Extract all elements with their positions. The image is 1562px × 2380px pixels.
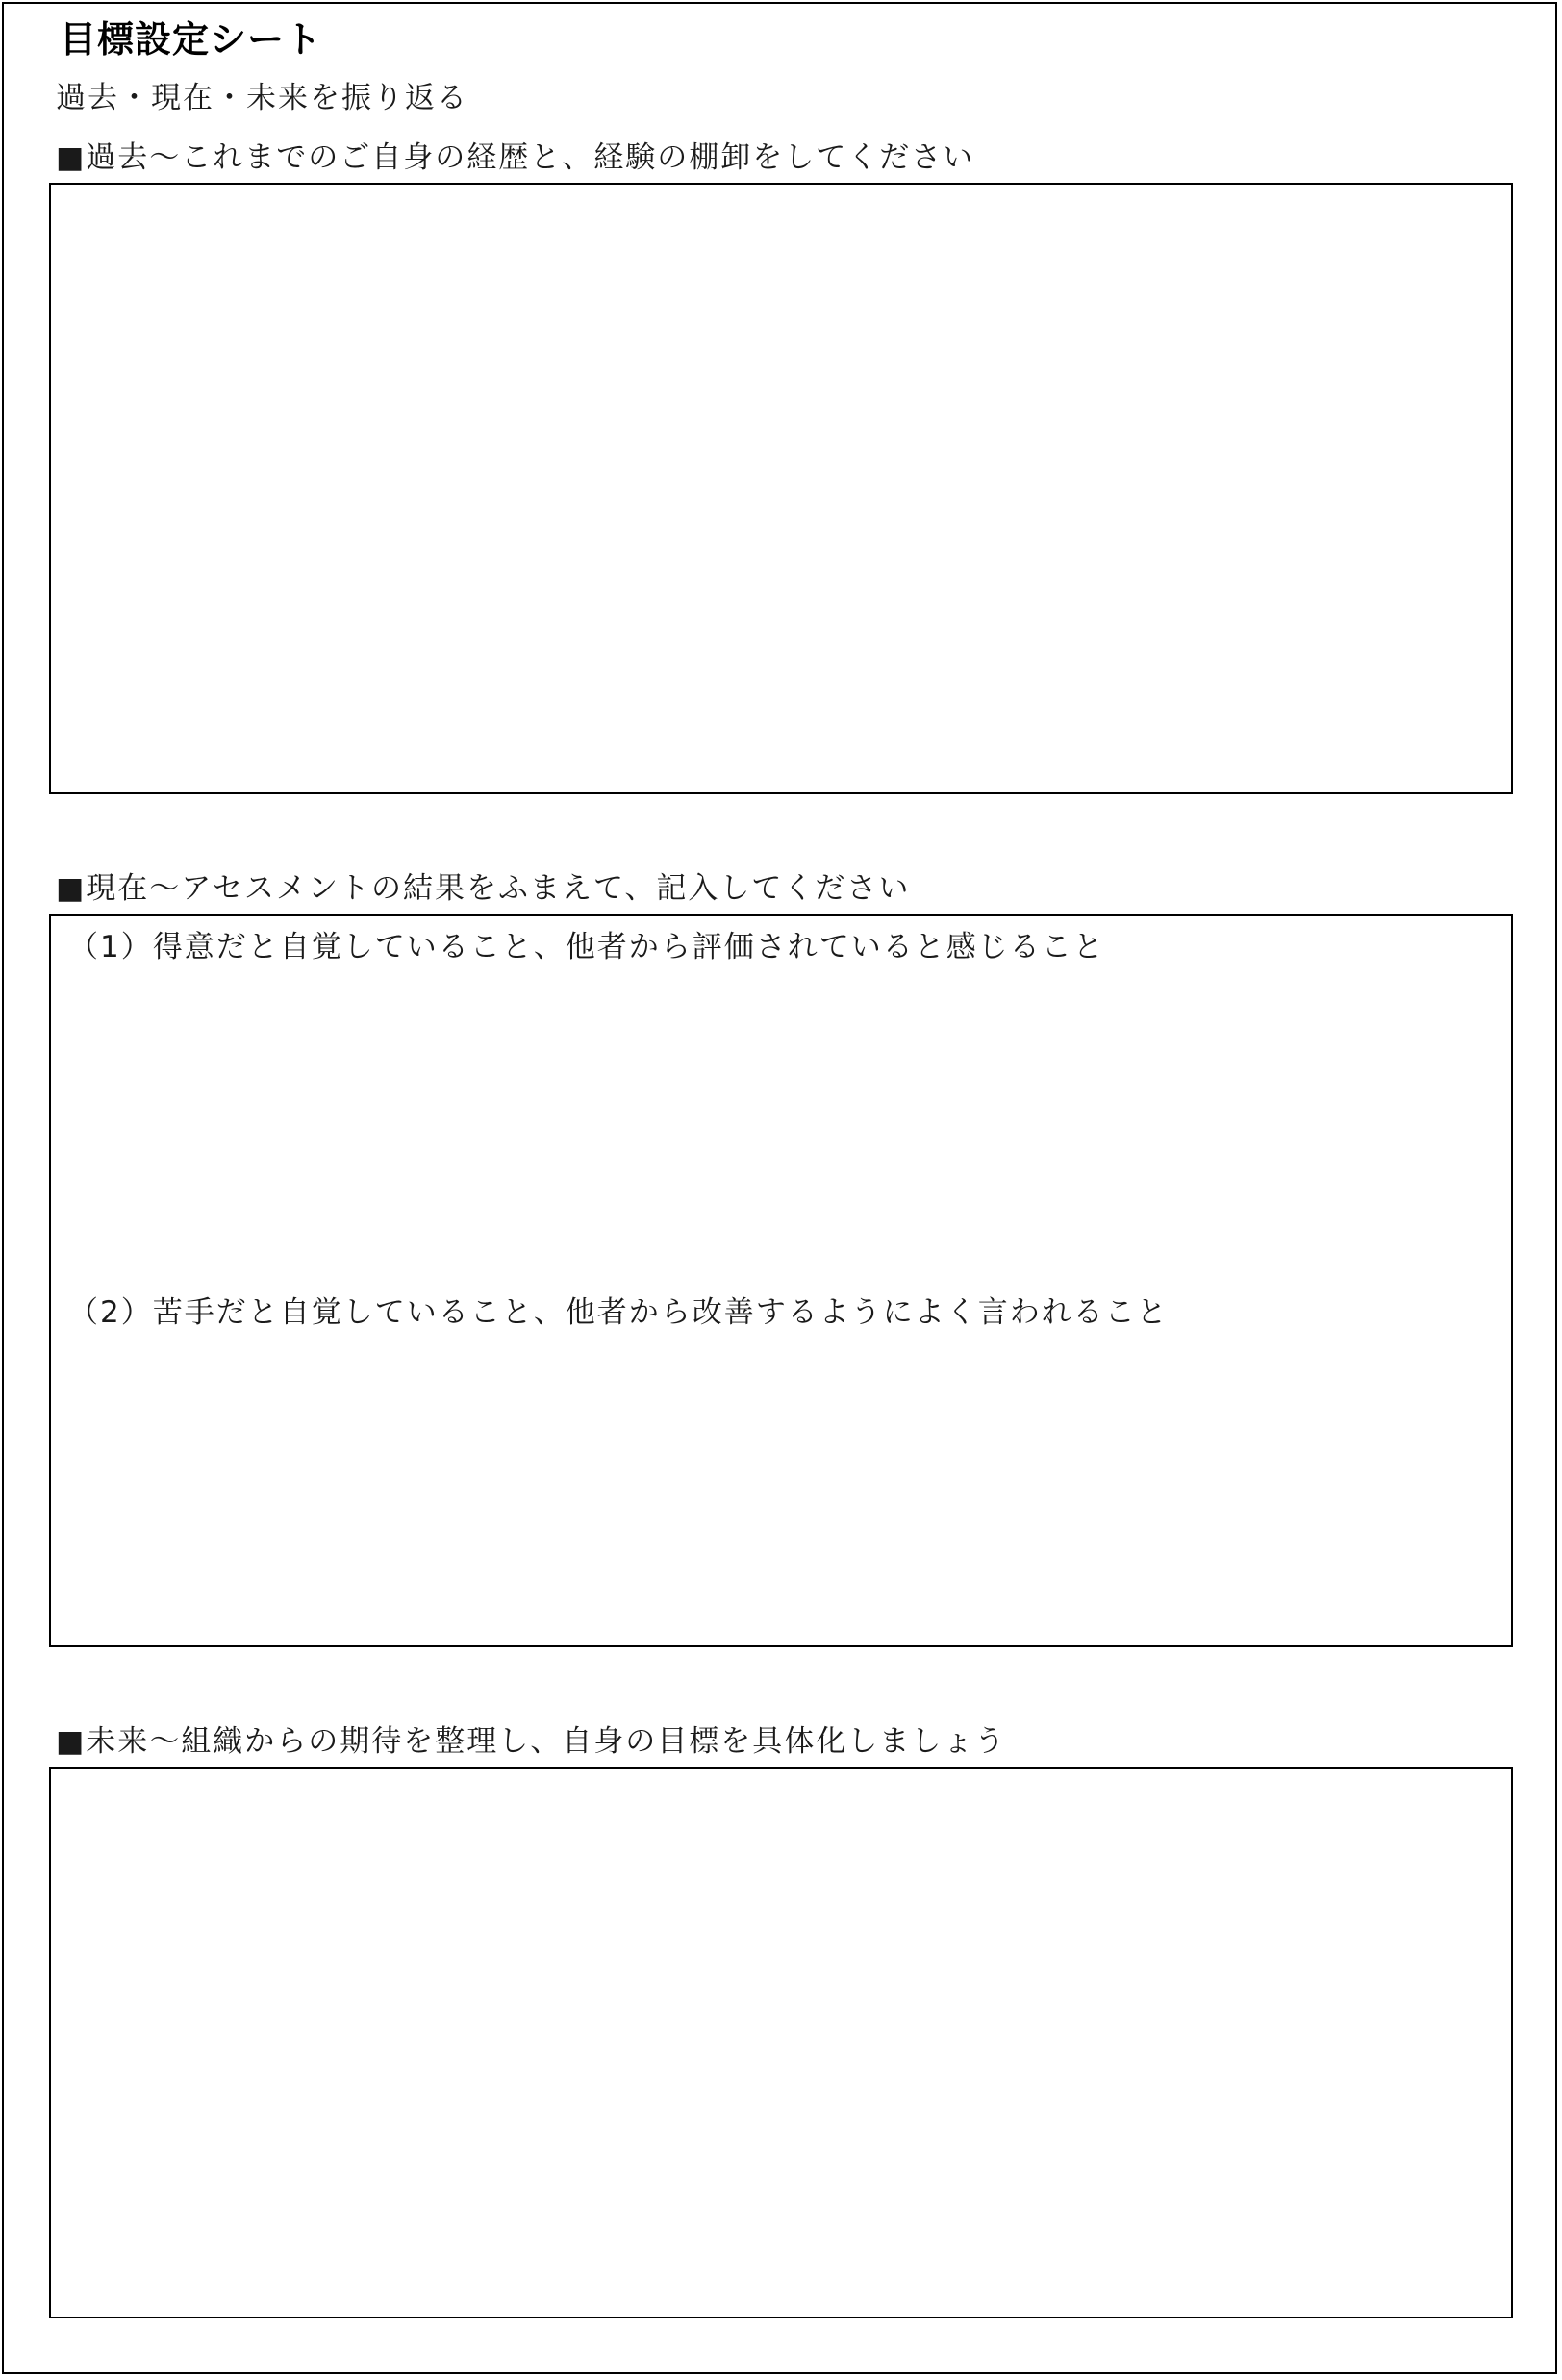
weaknesses-prompt: （2）苦手だと自覚していること、他者から改善するようによく言われること <box>68 1295 1169 1330</box>
future-section-heading: ■未来～組織からの期待を整理し、自身の目標を具体化しましょう <box>56 1724 1007 1759</box>
document-title: 目標設定シート <box>60 18 323 61</box>
past-section-heading: ■過去～これまでのご自身の経歴と、経験の棚卸をしてください <box>56 140 975 175</box>
present-entry-box[interactable] <box>49 914 1513 1647</box>
future-entry-box[interactable] <box>49 1767 1513 2318</box>
past-entry-box[interactable] <box>49 183 1513 794</box>
document-subtitle: 過去・現在・未来を振り返る <box>56 81 468 115</box>
present-section-heading: ■現在～アセスメントの結果をふまえて、記入してください <box>56 871 911 906</box>
strengths-prompt: （1）得意だと自覚していること、他者から評価されていると感じること <box>68 930 1105 965</box>
